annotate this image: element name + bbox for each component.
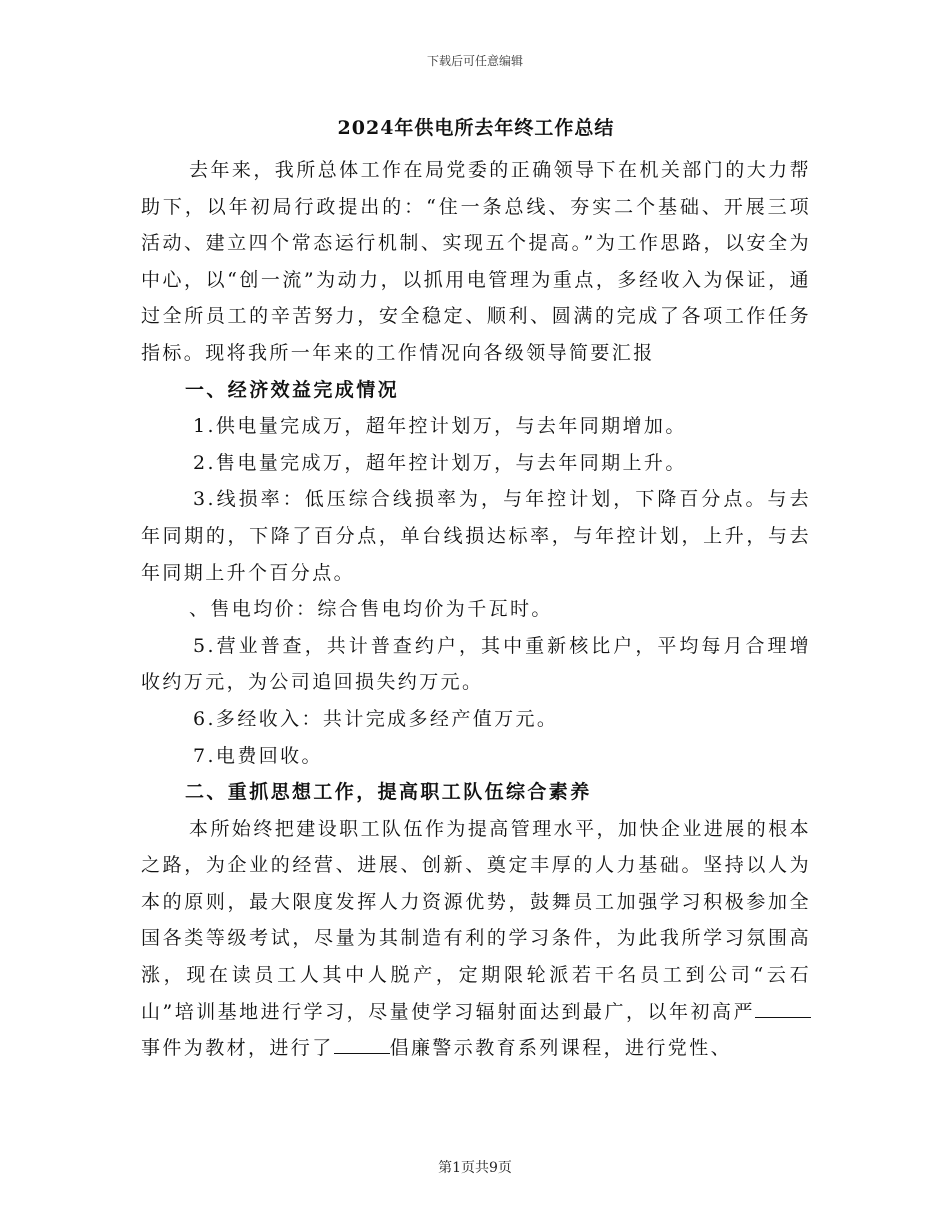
section-1-item: 6.多经收入：共计完成多经产值万元。 <box>193 707 559 730</box>
section-1-item: 7.电费回收。 <box>193 744 323 767</box>
section-1-item: 2.售电量完成万，超年控计划万，与去年同期上升。 <box>193 451 687 474</box>
page-header: 下载后可任意编辑 <box>426 54 523 68</box>
section-1-item: 1.供电量完成万，超年控计划万，与去年同期增加。 <box>193 415 687 438</box>
section-1-item: 、售电均价：综合售电均价为千瓦时。 <box>189 598 553 621</box>
page-footer: 第1页共9页 <box>438 1160 512 1176</box>
document-body <box>141 110 811 1067</box>
section-2-paragraph <box>141 811 811 1067</box>
section-2-text-part3: 倡廉警示教育系列课程，进行党性、 <box>389 1037 733 1060</box>
blank-underline <box>334 1035 390 1054</box>
section-1-item: 3.线损率：低压综合线损率为，与年控计划，下降百分点。与去年同期的，下降了百分点，单台线损达标率，与年控计划，上升，与去年同期上升个百分点。 <box>141 488 811 584</box>
section-2-text-part2: 事件为教材，进行了 <box>141 1037 334 1060</box>
section-1-item: 5.营业普查，共计普查约户，其中重新核比户，平均每月合理增收约万元，为公司追回损失约万元。 <box>141 634 811 694</box>
section-2-heading: 二、重抓思想工作，提高职工队伍综合素养 <box>185 781 592 804</box>
intro-paragraph: 去年来，我所总体工作在局党委的正确领导下在机关部门的大力帮助下，以年初局行政提出的：“住一条总线、夯实二个基础、开展三项活动、建立四个常态运行机制、实现五个提高。”为工作思路，以安全为中心，以“创一流”为动力，以抓用电管理为重点，多经收入为保证，通过全所员工的辛苦努力，安全稳定、顺利、圆满的完成了各项工作任务指标。现将我所一年来的工作情况向各级领导简要汇报 <box>141 159 811 364</box>
blank-underline <box>755 999 811 1018</box>
section-1-heading: 一、经济效益完成情况 <box>185 378 400 401</box>
document-title: 2024年供电所去年终工作总结 <box>337 117 615 139</box>
section-2-text-part1: 本所始终把建设职工队伍作为提高管理水平，加快企业进展的根本之路，为企业的经营、进展、创新、奠定丰厚的人力基础。坚持以人为本的原则，最大限度发挥人力资源优势，鼓舞员工加强学习积极参加全国各类等级考试，尽量为其制造有利的学习条件，为此我所学习氛围高涨，现在读员工人其中人脱产，定期限轮派若干名员工到公司“云石山”培训基地进行学习，尽量使学习辐射面达到最广，以年初高严 <box>141 817 811 1023</box>
